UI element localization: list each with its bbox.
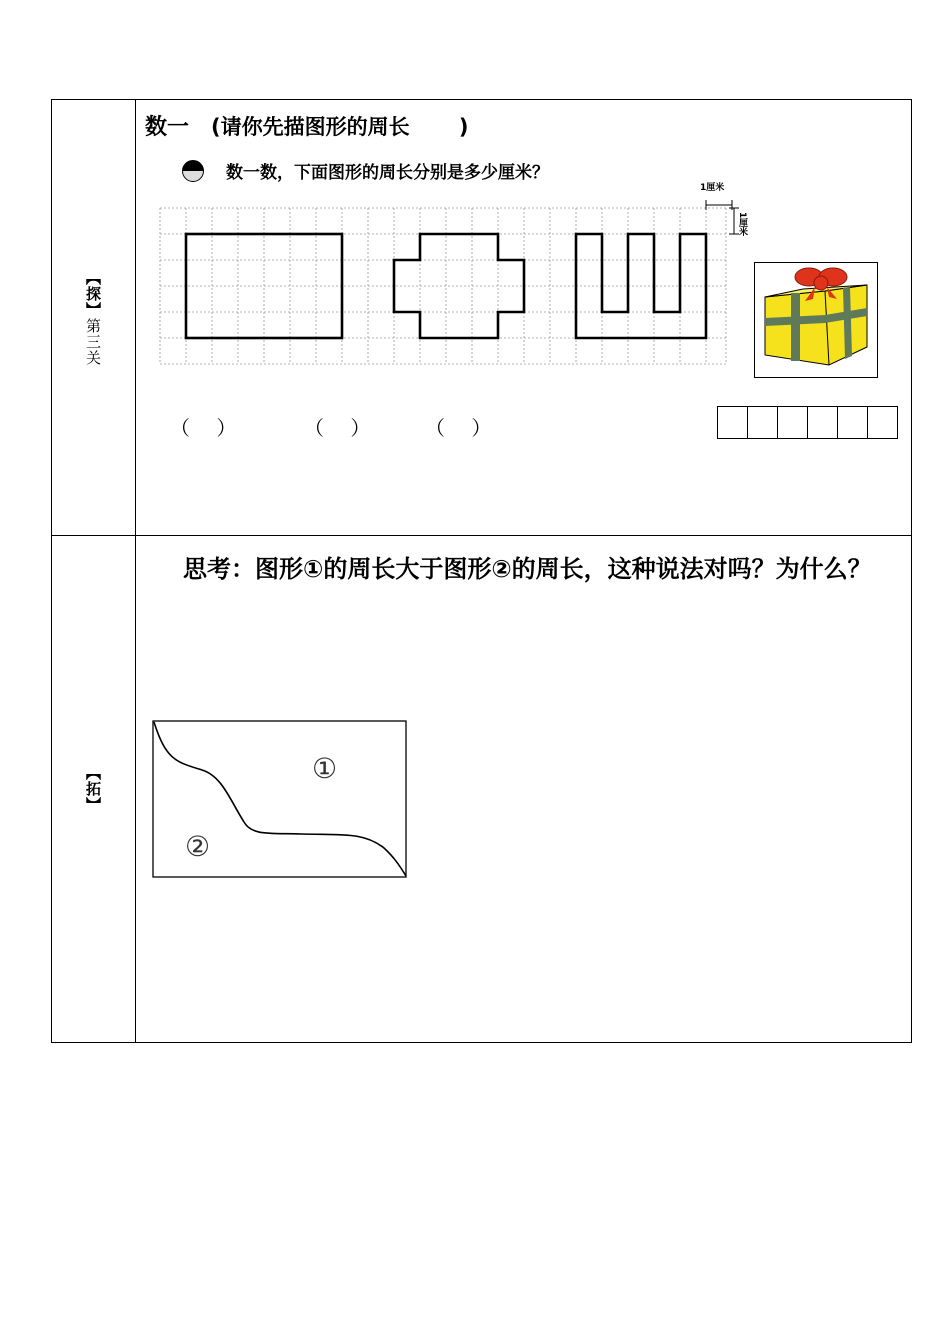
divided-rectangle-figure — [152, 720, 408, 884]
thinking-question — [145, 544, 905, 594]
side-label-explore — [52, 100, 135, 535]
gift-box-icon — [754, 262, 878, 378]
section-title — [145, 110, 469, 141]
side-label-explore-bracket: 【探】 — [84, 269, 102, 318]
side-label-extend — [52, 536, 135, 1042]
section-title-note: (请你先描图形的周长 ) — [211, 115, 469, 139]
answer-blank-1[interactable]: （ ） — [170, 416, 237, 440]
answer-box[interactable] — [777, 406, 808, 439]
worksheet-table — [51, 99, 912, 1043]
question-text: 数一数，下面图形的周长分别是多少厘米？ — [226, 163, 549, 183]
unit-indicator-vertical — [729, 208, 749, 237]
side-label-extend-text: 【拓】 — [84, 765, 102, 813]
answer-box[interactable] — [747, 406, 778, 439]
grid-lines — [160, 208, 726, 364]
answer-blank-2[interactable]: （ ） — [304, 416, 371, 440]
shape-grid-svg — [158, 176, 758, 371]
region-label-1: ① — [312, 752, 338, 785]
column-divider — [135, 100, 136, 1042]
side-label-level: 第三关 — [84, 317, 102, 366]
row-divider — [52, 535, 911, 536]
shape-grid — [158, 176, 758, 375]
answer-blank-3[interactable]: （ ） — [425, 416, 492, 440]
answer-box[interactable] — [867, 406, 898, 439]
answer-box[interactable] — [837, 406, 868, 439]
answer-box[interactable] — [807, 406, 838, 439]
answer-boxes — [718, 406, 898, 439]
answer-box[interactable] — [717, 406, 748, 439]
unit-label-vertical: 1厘米 — [737, 212, 747, 237]
thinking-question-text: 思考：图形①的周长大于图形②的周长，这种说法对吗？为什么？ — [183, 555, 872, 583]
section-title-main: 数一 — [145, 115, 190, 140]
unit-label-horizontal: 1厘米 — [700, 183, 725, 193]
region-label-2: ② — [185, 830, 211, 863]
divided-rectangle-svg — [152, 720, 408, 880]
unit-indicator-horizontal — [700, 181, 732, 210]
